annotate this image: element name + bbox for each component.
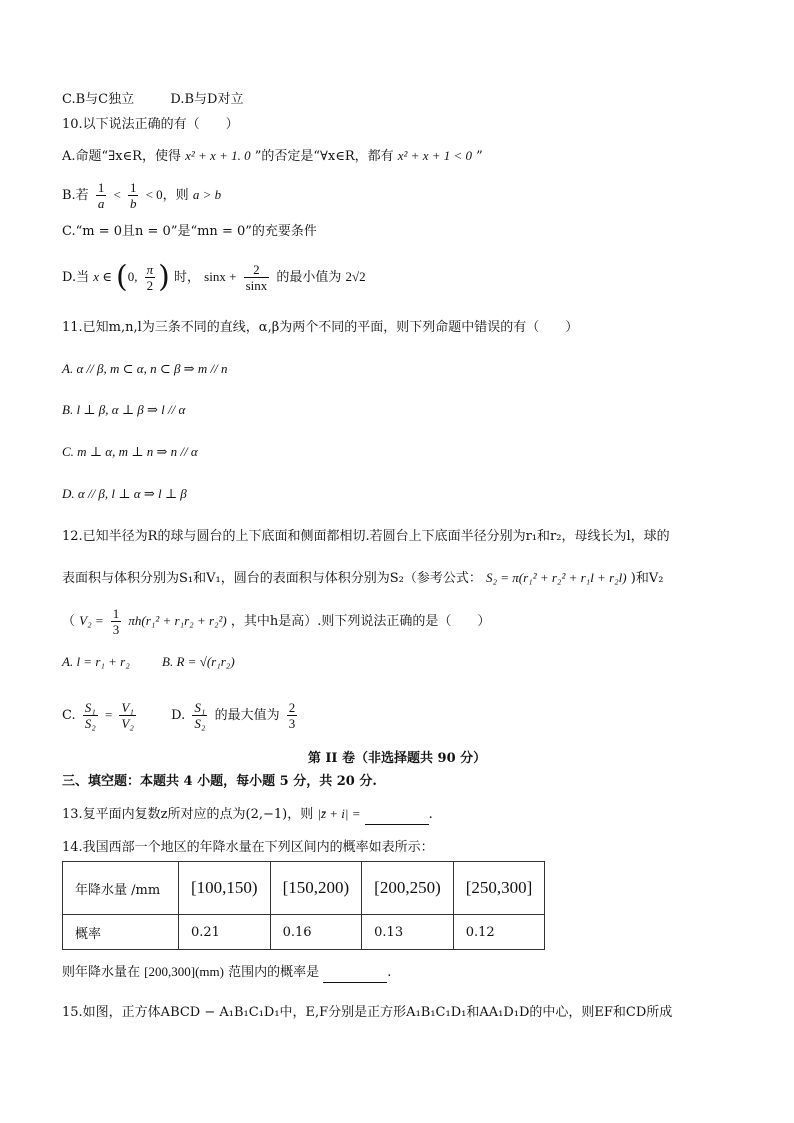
q10-b-frac2-num: 1 [129,180,137,195]
q10-d-int-num: π [146,262,154,277]
q12-line3-b: ，其中h是高）.则下列说法正确的是（ ） [230,614,491,629]
q10-b-prefix: B.若 [62,188,89,203]
q12-v2-formula: πh(r₁² + r₁r₂ + r₂²) [128,613,227,628]
section3-heading: 三、填空题：本题共 4 小题，每小题 5 分，共 20 分. [62,774,377,789]
q12-d-frac [192,700,207,731]
q14-question [62,962,391,983]
q12-v2-label: V₂ = [79,613,104,628]
q10-d-frac-num: 2 [244,262,270,278]
table-header-cell: [250,300] [453,862,545,915]
rainfall-table [62,861,545,950]
q12-d-frac-num: S₁ [194,700,206,715]
table-cell: 0.16 [270,915,362,950]
q10-stem: 10.以下说法正确的有（ ） [62,117,239,132]
q10-b-frac2-den: b [129,196,137,211]
q12-line3-a: （ [62,614,76,629]
q9-option-d: D.B与D对立 [170,92,244,107]
table-row [63,862,545,915]
q10-b-lt0: < 0，则 [145,187,189,202]
q10-a-suffix: ” [476,149,483,164]
table-cell: 0.13 [362,915,454,950]
q14-after-end: . [387,965,392,980]
q13 [62,804,433,825]
q12-d-value [287,700,298,731]
q10-b-frac1-den: a [97,196,105,211]
q12-options-ab [62,652,235,673]
q10-b-lt: < [113,187,121,202]
q12-c-frac1-den: S₂ [84,716,96,731]
q15-text: 15.如图，正方体ABCD − A₁B₁C₁D₁中，E,F分别是正方形A₁B₁C₁D₁和AA₁D₁D的中心，则EF和CD所成 [62,1005,673,1020]
q12-c-frac1 [83,700,98,731]
q14-range: [200,300](mm) [144,964,224,979]
q10-a-expr1: x² + x + 1. 0 [185,148,251,163]
table-header-cell: [100,150) [179,862,271,915]
q13-prefix: 13.复平面内复数z所对应的点为(2,−1)，则 [62,807,314,822]
q10-b-frac1-num: 1 [97,180,105,195]
q12-d-frac-den: S₂ [194,716,206,731]
q10-d-var: x ∈ [93,269,112,284]
q12-c-frac2-num: V₁ [121,700,134,715]
q10-b-conclusion: a > b [192,187,222,202]
part2-title: 第 II 卷（非选择题共 90 分） [307,751,487,766]
q10-a-mid: ”的否定是“∀x∈R，都有 [254,149,394,164]
q12-line2-a: 表面积与体积分别为S₁和V₁，圆台的表面积与体积分别为S₂（参考公式： [62,571,482,586]
q10-b-frac1 [96,180,107,211]
q10-d-int-frac [145,262,156,293]
q12-c-frac2-den: V₂ [121,716,134,731]
q10-d-right-paren: ) [158,259,170,295]
q11-stem: 11.已知m,n,l为三条不同的直线，α,β为两个不同的平面，则下列命题中错误的有（ ） [62,320,579,335]
q9-options [62,90,243,110]
table-cell: 概率 [63,915,179,950]
table-header-cell: 年降水量 /mm [63,862,179,915]
table-cell: 0.21 [179,915,271,950]
q11-option-b: B. l ⊥ β, α ⊥ β ⇒ l // α [62,402,186,417]
q12-d-mid: 的最大值为 [214,708,280,723]
q12-v2-frac [111,606,122,637]
q9-option-c: C.B与C独立 [62,92,135,107]
table-header-cell: [200,250) [362,862,454,915]
q12-c-prefix: C. [62,708,76,723]
table-row [63,915,545,950]
q10-d-value: 2√2 [345,269,366,284]
q13-suffix: . [428,807,433,822]
q14-after-suffix: 范围内的概率是 [228,965,320,980]
q10-d-int-den: 2 [146,278,154,293]
q12-line2-b: )和V₂ [630,571,664,586]
table-cell: 0.12 [453,915,545,950]
q12-d-value-num: 2 [288,700,296,715]
q10-d-int-left: 0, [127,269,138,284]
q10-a-expr2: x² + x + 1 < 0 [397,148,473,163]
q14-answer-blank[interactable] [323,968,387,983]
q10-option-b [62,180,221,211]
q12-d-value-den: 3 [288,716,296,731]
q10-option-d [62,259,366,295]
q10-d-frac-den: sinx [245,278,268,293]
q12-option-b: B. R = √(r₁r₂) [162,654,235,669]
q12-option-a: A. l = r₁ + r₂ [62,654,130,669]
q12-d-prefix: D. [171,708,186,723]
q12-options-cd [62,700,300,731]
q12-c-frac1-num: S₁ [84,700,96,715]
q10-d-suffix: 的最小值为 [276,270,342,285]
q11-option-d: D. α // β, l ⊥ α ⇒ l ⊥ β [62,486,187,501]
q10-d-frac [244,262,270,293]
table-header-cell: [150,200) [270,862,362,915]
q10-d-left-paren: ( [116,259,128,295]
q10-d-prefix: D.当 [62,270,90,285]
q12-c-frac2 [119,700,135,731]
q14-after-prefix: 则年降水量在 [62,965,141,980]
q10-a-prefix: A.命题“∃x∈R，使得 [62,149,181,164]
q12-c-eq: = [104,707,113,722]
q10-option-c: C.“m = 0且n = 0”是“mn = 0”的充要条件 [62,224,317,239]
q12-v2-frac-den: 3 [112,622,120,637]
q12-line1: 12.已知半径为R的球与圆台的上下底面和侧面都相切.若圆台上下底面半径分别为r₁和r₂，母线长为l，球的 [62,529,670,544]
q10-d-sin: sinx + [204,269,237,284]
q10-option-a [62,146,483,167]
q12-line3 [62,606,490,637]
q14-stem: 14.我国西部一个地区的年降水量在下列区间内的概率如表所示： [62,840,434,855]
q12-line2 [62,568,663,589]
q12-s2-formula: S₂ = π(r₁² + r₂² + r₁l + r₂l) [485,570,627,585]
q10-b-frac2 [128,180,139,211]
q13-answer-blank[interactable] [365,810,429,825]
q12-v2-frac-num: 1 [112,606,120,621]
q11-option-a: A. α // β, m ⊂ α, n ⊂ β ⇒ m // n [62,361,228,376]
q11-option-c: C. m ⊥ α, m ⊥ n ⇒ n // α [62,444,198,459]
q10-d-mid: 时， [174,270,201,285]
q13-expr: |z̄ + i| = [317,806,361,821]
